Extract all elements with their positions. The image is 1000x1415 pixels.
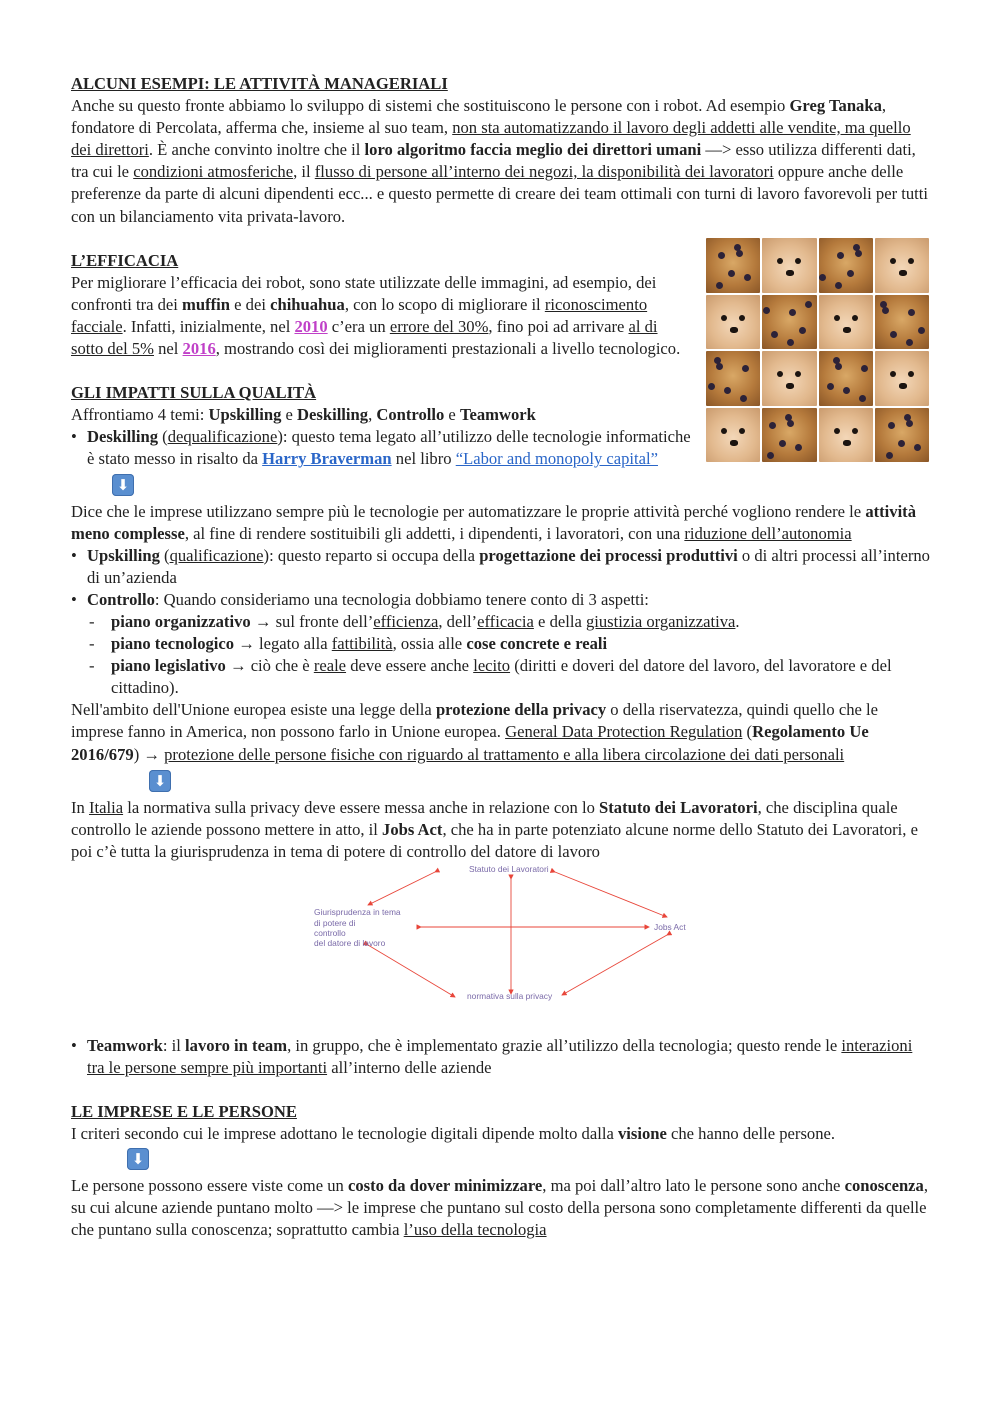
bullet-upskilling [71, 545, 931, 589]
muffin-photo [762, 408, 816, 463]
paragraph-managerial [71, 95, 931, 228]
muffin-photo [762, 295, 816, 350]
text: ): questo reparto si occupa della [263, 545, 480, 565]
underlined-text: non sta automatizzando il lavoro degli addetti alle vendite, ma quello dei direttori [71, 118, 911, 160]
muffin-photo [706, 351, 760, 406]
bold-text: visione [617, 1124, 667, 1144]
text: , mostrando così dei miglioramenti prestazionali a livello tecnologico. [215, 339, 681, 359]
bold-text: costo da dover minimizzare [347, 1176, 543, 1196]
chihuahua-photo [706, 295, 760, 350]
connector-top-right [555, 872, 667, 917]
bullet-teamwork [71, 1035, 931, 1079]
muffin-photo [875, 295, 929, 350]
bullet-deskilling [71, 426, 695, 470]
bold-text: loro algoritmo faccia meglio dei direttori umani [364, 140, 702, 160]
connector-bottom-right [562, 935, 667, 995]
text: , fondatore di Percolata, afferma che, insieme al suo team, [71, 96, 887, 138]
text: nel [153, 339, 183, 359]
text: , il [293, 162, 315, 182]
bold-text: Regolamento Ue 2016/679 [71, 722, 869, 764]
text: e [444, 405, 460, 425]
diagram-node-privacy: normativa sulla privacy [467, 990, 553, 1001]
underlined-text: riduzione dell’autonomia [684, 523, 852, 543]
section-heading-managerial: ALCUNI ESEMPI: LE ATTIVITÀ MANAGERIALI [71, 74, 448, 93]
connector-bottom-left [368, 945, 455, 997]
bold-text: Deskilling [87, 427, 159, 447]
bold-text: Teamwork [459, 405, 536, 425]
muffin-photo [819, 351, 873, 406]
dash-bullet: - [89, 634, 95, 654]
text: → legato alla [234, 634, 332, 654]
text: : Quando consideriamo una tecnologia dobbiamo tenere conto di 3 aspetti: [154, 589, 649, 609]
text: , che disciplina quale controllo le aziende possono mettere in atto, il [71, 797, 898, 839]
diagram-connectors [368, 872, 667, 997]
bold-text: conoscenza [844, 1176, 924, 1196]
underlined-text: efficienza [373, 611, 439, 631]
text: : il [162, 1035, 186, 1055]
bold-text: Jobs Act [382, 819, 443, 839]
dash-bullet: - [89, 656, 95, 676]
chihuahua-photo [706, 408, 760, 463]
underlined-text: al di sotto del 5% [71, 316, 658, 359]
document-page [71, 0, 931, 1242]
text: Per migliorare l’efficacia dei robot, sono state utilizzate delle immagini, ad esempio, dei confronti tra dei [71, 272, 657, 314]
author-link[interactable]: Harry Braverman [262, 449, 392, 469]
text: , [368, 405, 377, 425]
paragraph-people-intro [71, 1123, 931, 1145]
bold-text: Teamwork [87, 1035, 163, 1055]
text: , su cui alcune aziende puntano molto —> le imprese che puntano sul costo della persona sono completamente differenti da quelle che puntano sulla conoscenza; soprattutto cambia [71, 1176, 929, 1240]
underlined-text: flusso di persone all’interno dei negozi, la disponibilità dei lavoratori [314, 162, 774, 182]
text: Anche su questo fronte abbiamo lo sviluppo di sistemi che sostituiscono le persone con i robot. Ad esempio [71, 96, 790, 116]
text: nel libro [391, 449, 456, 469]
control-item-technological [71, 633, 931, 655]
diagram-node-statuto: Statuto dei Lavoratori [469, 863, 549, 874]
bold-text: Deskilling [297, 405, 369, 425]
section-heading-people: LE IMPRESE E LE PERSONE [71, 1102, 297, 1122]
arrow-row [71, 1145, 931, 1175]
text: , che ha in parte potenziato alcune norme dello Statuto dei Lavoratori, e poi c’è tutta la giurisprudenza in tema di potere di controllo del datore di lavoro [71, 819, 918, 861]
text: → sul fronte dell’ [250, 611, 374, 631]
connector-top-left [368, 872, 435, 905]
year-highlight: 2010 [294, 316, 328, 336]
diagram-node-giurisprudenza-3: controllo [314, 927, 346, 938]
chihuahua-photo [875, 238, 929, 293]
diagram-node-giurisprudenza-4: del datore di lavoro [314, 937, 386, 948]
text: e della [533, 611, 586, 631]
text: e dei [230, 294, 271, 314]
text: , ossia alle [392, 634, 467, 654]
paragraph-efficacy [71, 272, 693, 360]
underlined-text: protezione delle persone fisiche con riguardo al trattamento e alla libera circolazione dei dati personali [164, 744, 845, 764]
bold-text: muffin [182, 294, 230, 314]
section-heading-quality: GLI IMPATTI SULLA QUALITÀ [71, 383, 317, 403]
paragraph-italy [71, 797, 931, 863]
text: oppure anche delle preferenze da parte di alcuni dipendenti ecc... e questo permette di creare dei team ottimali con turni di lavoro favorevoli per tutti con un bilanciamento vita privata-lavoro. [71, 162, 928, 226]
bold-text: Controllo [376, 405, 445, 425]
text: . Infatti, inizialmente, nel [122, 316, 295, 336]
down-arrow-emoji-icon: ⬇ [149, 770, 171, 792]
muffin-chihuahua-image-grid [706, 238, 929, 462]
underlined-text: lecito [473, 656, 511, 676]
text: all’interno delle aziende [327, 1058, 492, 1077]
muffin-photo [706, 238, 760, 293]
underlined-text: condizioni atmosferiche [133, 162, 294, 182]
book-link[interactable]: “Labor and monopoly capital” [455, 449, 658, 469]
text: ) → [133, 744, 165, 764]
bold-text: Controllo [87, 589, 155, 609]
bold-text: Upskilling [87, 545, 160, 565]
text: , al fine di rendere sostituibili gli addetti, i dipendenti, i lavoratori, con una [184, 523, 685, 543]
bold-text: Greg Tanaka [789, 96, 882, 116]
bold-text: cose concrete e reali [466, 634, 608, 654]
underlined-text: qualificazione [169, 545, 264, 565]
chihuahua-photo [762, 351, 816, 406]
bold-text: attività meno complesse [71, 501, 917, 543]
text: o della riservatezza, quindi quello che le imprese fanno in America, non possono farlo in Unione europea. [71, 700, 878, 742]
text: , fino poi ad arrivare [488, 316, 629, 336]
underlined-text: errore del 30% [389, 316, 489, 336]
bold-text: Statuto dei Lavoratori [599, 797, 758, 817]
underlined-text: dequalificazione [167, 427, 278, 447]
bold-text: progettazione dei processi produttivi [479, 545, 738, 565]
text: In [71, 797, 89, 817]
down-arrow-emoji-icon: ⬇ [112, 474, 134, 496]
muffin-photo [819, 238, 873, 293]
section-heading-efficacy: L’EFFICACIA [71, 250, 179, 270]
text: (diritti e doveri del datore del lavoro, del lavoratore e del cittadino). [111, 656, 892, 698]
text: , in gruppo, che è implementato grazie all’utilizzo della tecnologia; questo rende le [287, 1035, 842, 1055]
text: Dice che le imprese utilizzano sempre più le tecnologie per automatizzare le proprie attività perché vogliono rendere le [71, 501, 866, 521]
text: deve essere anche [346, 656, 474, 676]
text: la normativa sulla privacy deve essere messa anche in relazione con lo [123, 797, 600, 817]
text: ): questo tema legato all’utilizzo delle tecnologie informatiche è stato messo in risalto da [87, 427, 691, 469]
paragraph-people-detail [71, 1175, 931, 1241]
text: . È anche convinto inoltre che il [148, 140, 365, 160]
underlined-text: efficacia [477, 611, 534, 631]
text: ( [159, 545, 170, 565]
year-highlight: 2016 [182, 339, 216, 359]
text: ( [742, 722, 753, 742]
text: Le persone possono essere viste come un [71, 1176, 348, 1196]
underlined-text: giustizia organizzativa [585, 611, 736, 631]
bold-text: lavoro in team [185, 1035, 288, 1055]
diagram-node-giurisprudenza-2: di potere di [314, 917, 356, 928]
bullet-control [71, 589, 931, 611]
control-item-organizational [71, 611, 931, 633]
arrow-row [71, 471, 931, 501]
underlined-text: riconoscimento facciale [71, 294, 648, 336]
underlined-text: interazioni tra le persone sempre più importanti [87, 1035, 913, 1077]
text: I criteri secondo cui le imprese adottano le tecnologie digitali dipende molto dalla [71, 1124, 618, 1144]
bold-text: Upskilling [208, 405, 282, 425]
dash-bullet: - [89, 611, 95, 631]
arrow-row [71, 766, 931, 797]
chihuahua-photo [819, 408, 873, 463]
paragraph-privacy [71, 699, 931, 765]
bold-text: piano tecnologico [111, 634, 235, 654]
bold-text: piano organizzativo [111, 611, 251, 631]
text: Affrontiamo 4 temi: [71, 405, 209, 425]
bold-text: chihuahua [270, 294, 345, 314]
text: , con lo scopo di migliorare il [344, 294, 545, 314]
diagram-node-giurisprudenza-1: Giurisprudenza in tema [314, 906, 401, 917]
text: ( [158, 427, 168, 447]
text: . [735, 611, 740, 631]
down-arrow-emoji-icon: ⬇ [127, 1148, 149, 1170]
text: , dell’ [438, 611, 478, 631]
underlined-text: fattibilità [331, 634, 393, 654]
bold-text: piano legislativo [111, 656, 226, 676]
text: o di altri processi all’interno di un’azienda [87, 545, 930, 587]
paragraph-deskilling-explanation [71, 501, 931, 545]
muffin-photo [875, 408, 929, 463]
text: c’era un [327, 316, 390, 336]
text: → ciò che è [225, 656, 314, 676]
diagram-node-jobs-act: Jobs Act [654, 921, 686, 932]
text: —> esso utilizza differenti dati, tra cui le [71, 140, 916, 182]
underlined-text: l’uso della tecnologia [403, 1220, 547, 1240]
underlined-text: General Data Protection Regulation [505, 722, 743, 742]
text: Nell'ambito dell'Unione europea esiste una legge della [71, 700, 436, 720]
underlined-text: Italia [88, 797, 124, 817]
chihuahua-photo [762, 238, 816, 293]
text: , ma poi dall’altro lato le persone sono anche [542, 1176, 845, 1196]
chihuahua-photo [875, 351, 929, 406]
bold-text: protezione della privacy [435, 700, 607, 720]
control-item-legislative [71, 655, 931, 699]
text: che hanno delle persone. [666, 1124, 836, 1144]
chihuahua-photo [819, 295, 873, 350]
underlined-text: reale [313, 656, 347, 676]
text: e [281, 405, 298, 425]
regulation-diagram [71, 863, 931, 1031]
